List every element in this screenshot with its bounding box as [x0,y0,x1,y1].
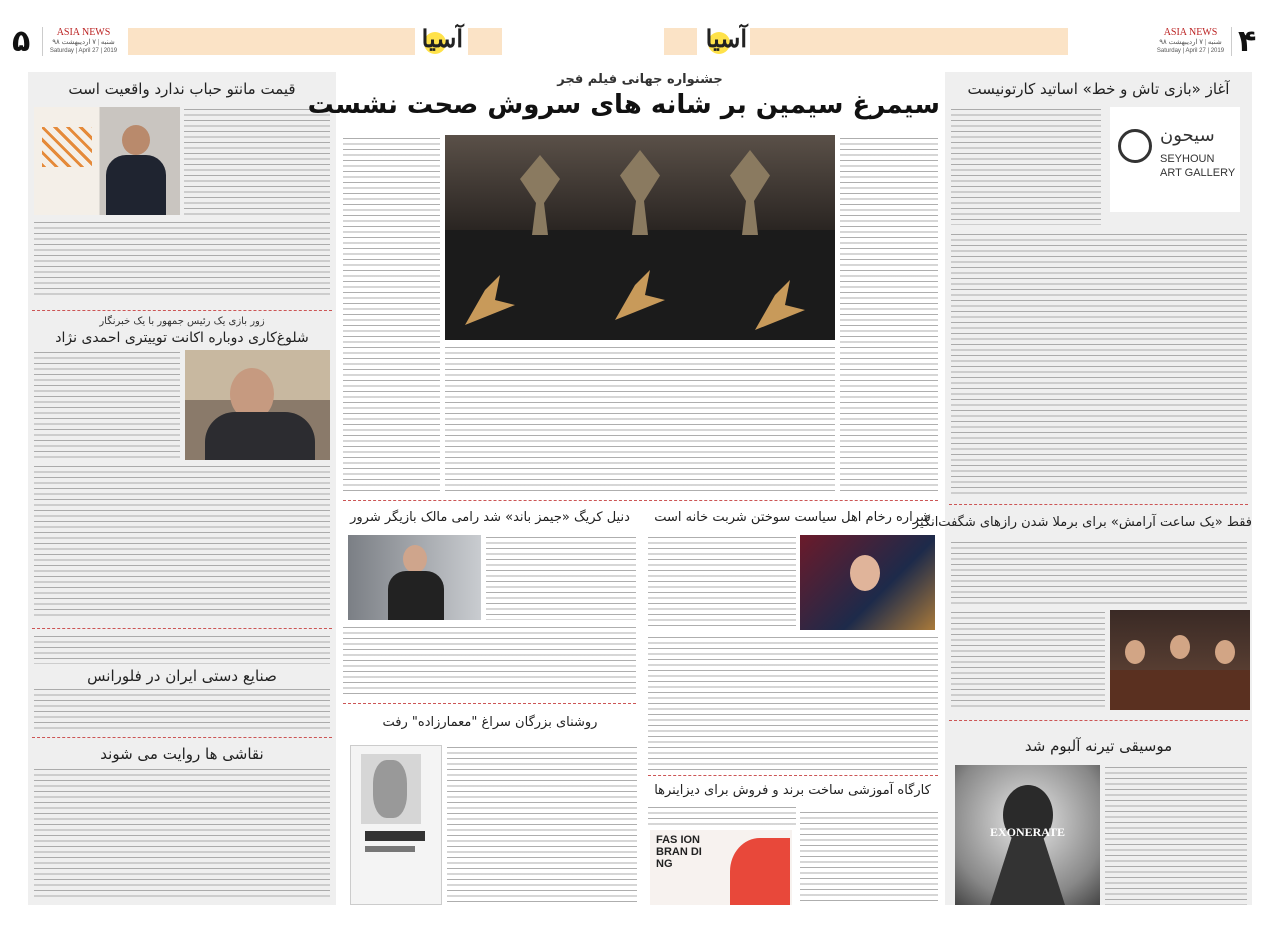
poster-text: FAS ION BRAN DI NG [656,834,702,870]
divider [32,310,332,311]
header-bar [664,28,697,55]
headline: کارگاه آموزشی ساخت برند و فروش برای دیزاینرها [654,783,931,798]
kicker: زور بازی یک رئیس جمهور با یک خبرنگار [99,316,265,327]
date-fa: شنبه | ۷ اردیبهشت ۹۸ [52,38,115,46]
article-text [445,345,835,491]
page-number-left: ۵ [12,24,31,59]
divider [32,628,332,629]
right-column [912,72,1252,905]
headline: نقاشی ها روایت می شوند [100,745,264,763]
photo-ahmadinejad [185,350,330,460]
headline: موسیقی تیرنه آلبوم شد [1024,737,1173,755]
photo-daniel-craig [348,535,481,620]
article-text [34,464,330,619]
masthead-right [1150,27,1232,56]
article-text [648,635,938,770]
masthead-left [42,27,124,56]
divider [343,703,636,704]
article-text [951,232,1247,497]
photo-businessman [34,107,180,215]
page-number-right: ۴ [1238,24,1257,59]
article-text [1105,765,1247,905]
headline: آغاز «بازی تاش و خط» اساتید کارتونیست [967,80,1230,98]
masthead-title: ASIA NEWS [56,27,111,38]
header-bar [128,28,415,55]
logo-fa: سیحون [1160,125,1215,146]
divider [32,737,332,738]
article-text [486,535,636,620]
poster-image [350,745,442,905]
article-text [800,810,938,905]
article-text [951,107,1101,225]
date-fa: شنبه | ۷ اردیبهشت ۹۸ [1159,38,1222,46]
lead-headline: سیمرغ سیمین بر شانه های سروش صحت نشست [307,90,940,120]
date-en: Saturday | April 27 | 2019 [1156,48,1225,54]
album-title: EXONERATE [989,825,1066,839]
divider [949,504,1248,505]
article-text [34,220,330,298]
article-text [34,634,330,664]
article-text [34,350,180,460]
logo-en: SEYHOUN [1160,153,1215,165]
headline: فقط «یک ساعت آرامش» برای برملا شدن رازهای شگفت‌انگیز [912,515,1252,530]
article-text [951,610,1105,710]
lead-kicker: جشنواره جهانی فیلم فجر [557,72,723,87]
article-text [840,136,938,491]
album-cover-exonerate [955,765,1100,905]
article-text [951,540,1247,605]
masthead-title: ASIA NEWS [1163,27,1218,38]
article-text [648,805,796,827]
logo: آسیا [421,24,463,53]
headline: دنیل کریگ «جیمز باند» شد رامی مالک بازیگر شرور [350,510,630,525]
photo-actress [800,535,935,630]
headline: صنایع دستی ایران در فلورانس [87,667,277,685]
logo: آسیا [705,24,747,53]
article-text [184,107,330,215]
headline: شلوغ‌کاری دوباره اکانت توییتری احمدی نژاد [55,330,309,346]
article-text [648,535,796,630]
headline: قیمت مانتو حباب ندارد واقعیت است [68,80,296,98]
workshop-poster [650,830,792,905]
logo-en: ART GALLERY [1160,167,1236,179]
photo-simorgh-statues [445,135,835,340]
seyhoun-gallery-logo [1110,107,1240,212]
article-text [343,136,440,491]
article-text [34,687,330,732]
divider [949,720,1248,721]
headline: شراره رخام اهل سیاست سوختن شربت خانه است [654,510,931,525]
left-column [28,72,336,905]
article-text [34,767,330,899]
headline: روشنای بزرگان سراغ "معمارزاده" رفت [382,715,598,730]
header-bar [750,28,1068,55]
article-text [447,745,637,905]
date-en: Saturday | April 27 | 2019 [49,48,118,54]
divider [343,500,938,501]
divider [648,775,938,776]
photo-film-cast [1110,610,1250,710]
article-text [343,625,636,695]
header-bar [468,28,502,55]
